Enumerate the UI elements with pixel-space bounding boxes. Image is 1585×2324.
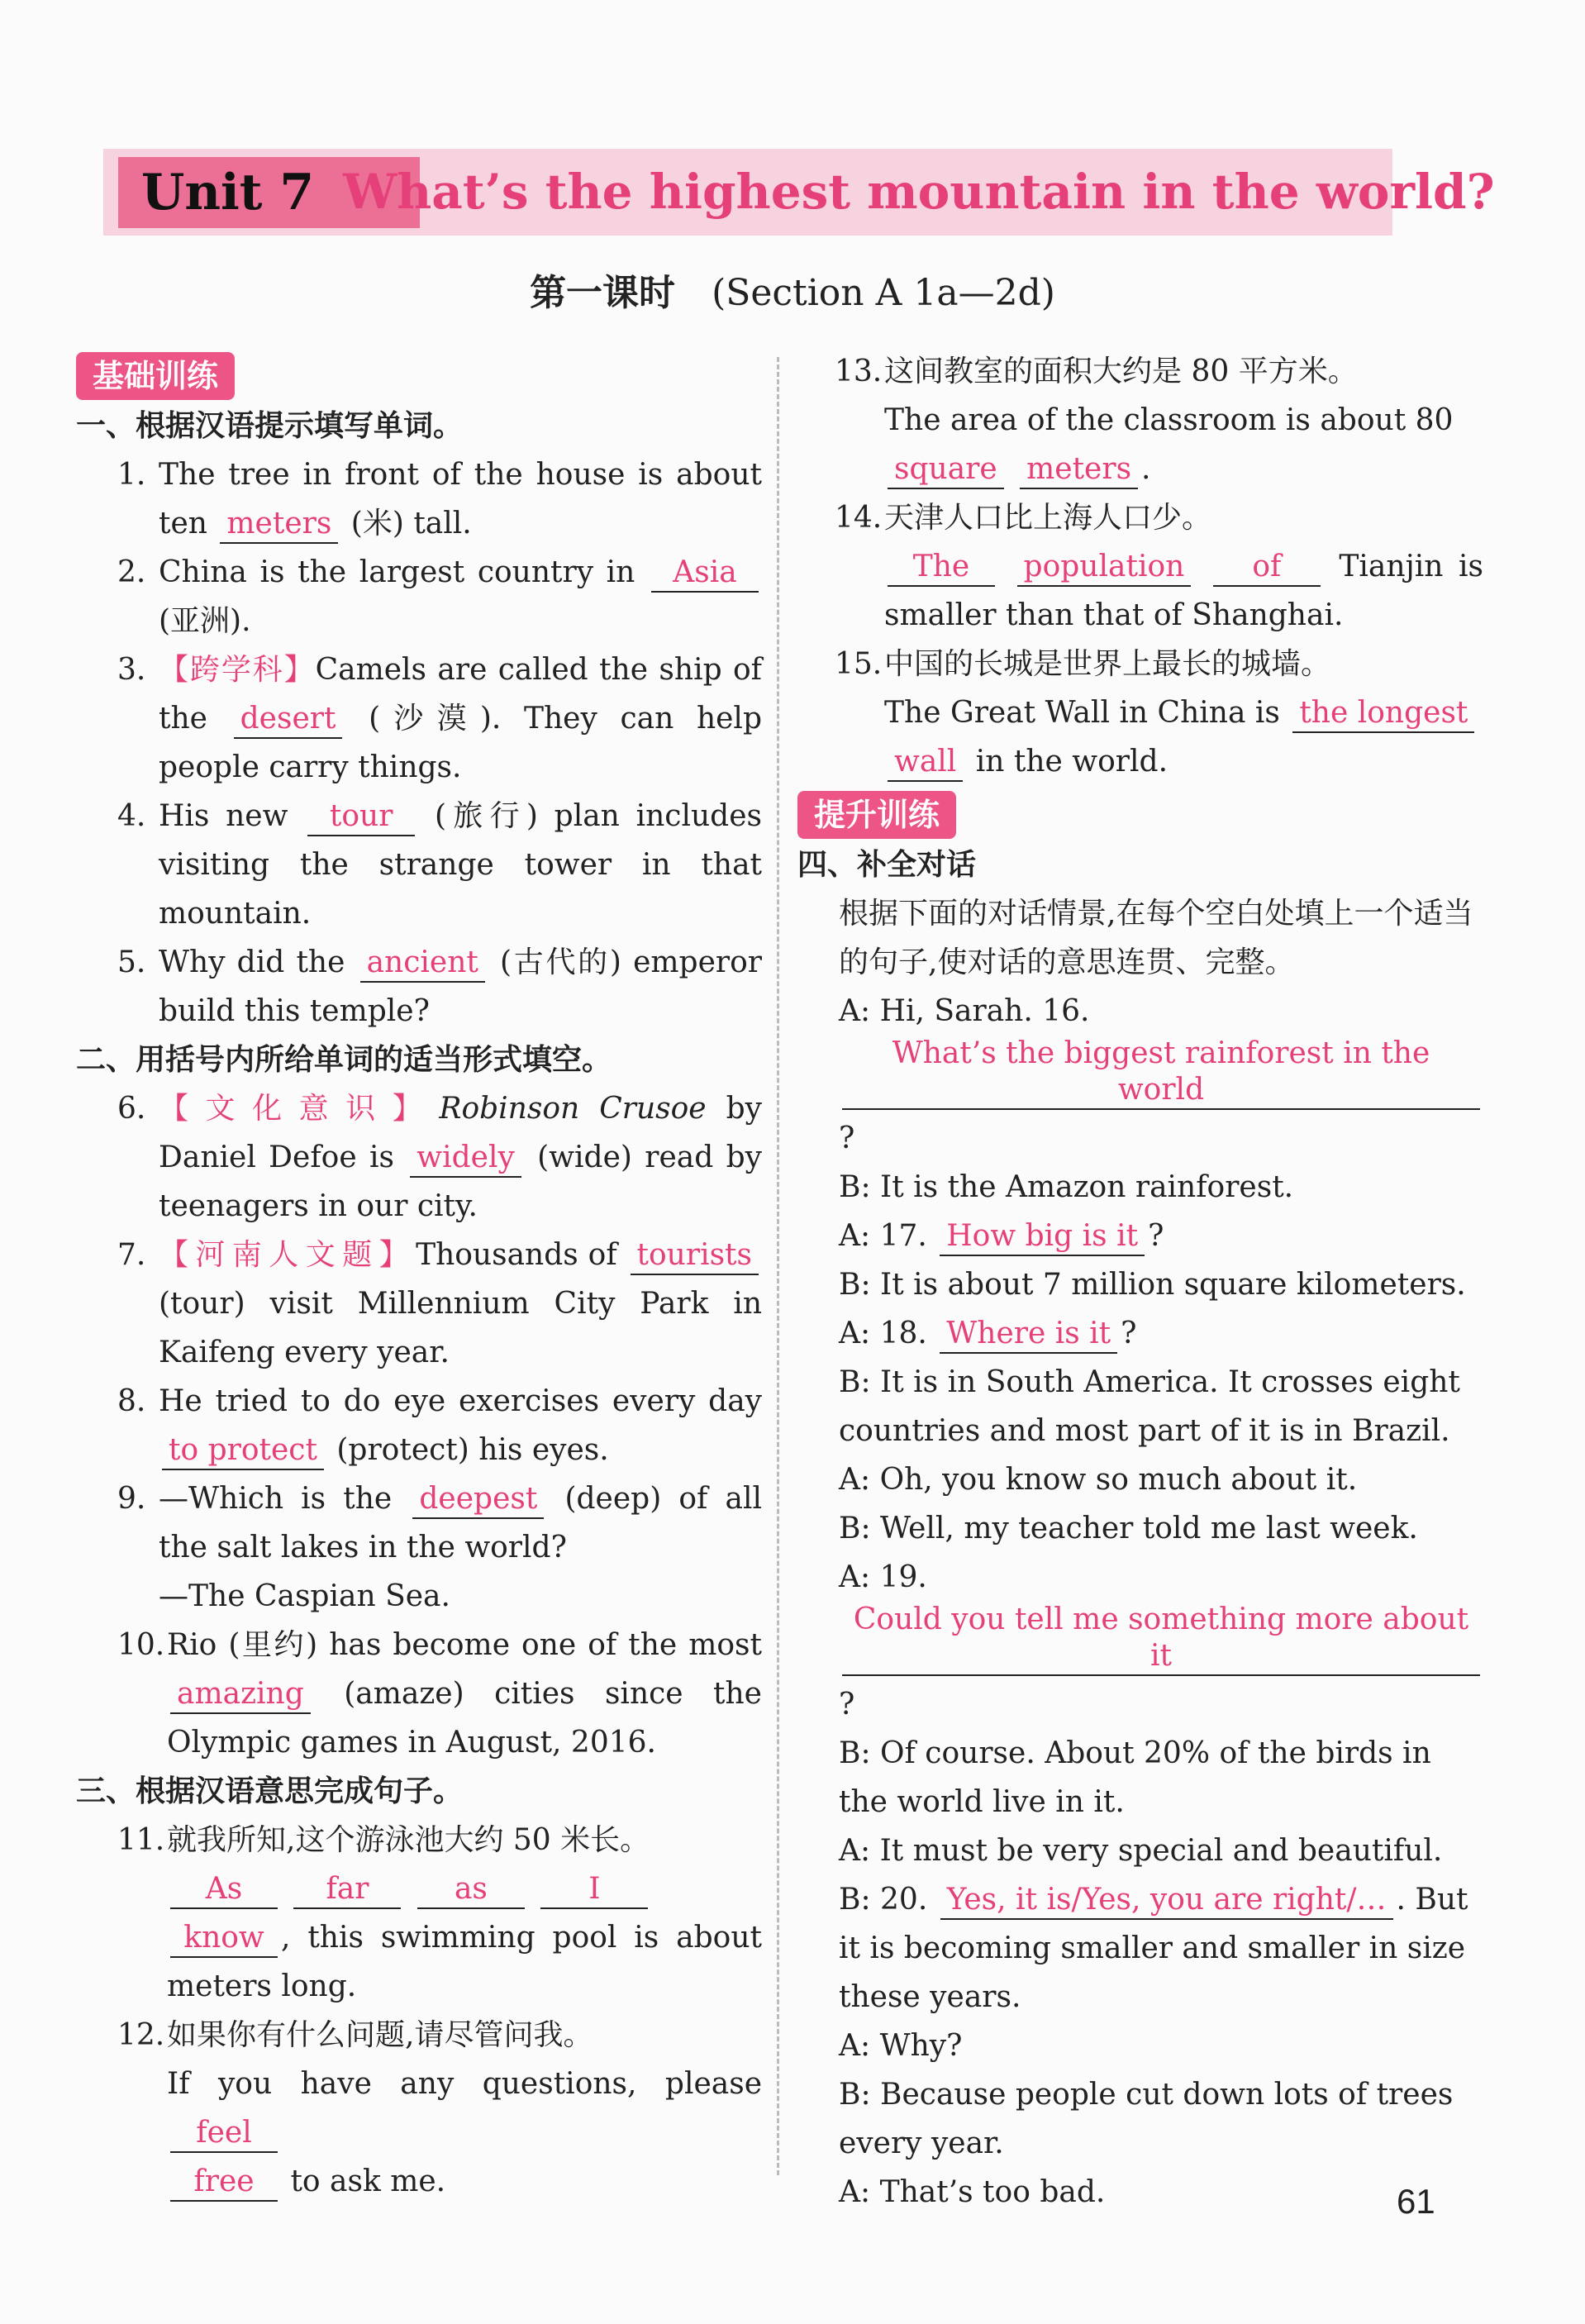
column-divider bbox=[777, 357, 779, 2175]
answer: Yes, it is/Yes, you are right/… bbox=[940, 1882, 1393, 1920]
question-10 bbox=[76, 1621, 762, 1767]
q-number: 15. bbox=[835, 647, 883, 681]
answer: population bbox=[1017, 549, 1192, 587]
q-tag: 【文化意识】 bbox=[159, 1092, 440, 1126]
dialog-19 bbox=[797, 1553, 1483, 1729]
q-text: China is the largest country in bbox=[159, 555, 635, 589]
q-chinese: 中国的长城是世界上最长的城墙。 bbox=[884, 647, 1331, 681]
q-chinese: 这间教室的面积大约是 80 平方米。 bbox=[884, 355, 1358, 388]
answer: the longest bbox=[1292, 695, 1474, 733]
q-number: 9. bbox=[117, 1482, 146, 1516]
q-text: (古代的) emperor build this temple? bbox=[159, 945, 762, 1028]
answer: ancient bbox=[360, 945, 485, 983]
q-text: The Great Wall in China is bbox=[884, 696, 1280, 730]
question-8 bbox=[76, 1377, 762, 1474]
section-label: (Section A 1a—2d) bbox=[712, 272, 1055, 314]
answer: square bbox=[888, 451, 1004, 489]
dialog-17 bbox=[797, 1212, 1483, 1260]
q-number: 14. bbox=[835, 501, 883, 535]
answer: feel bbox=[170, 2115, 278, 2153]
q-number: 2. bbox=[117, 555, 146, 589]
unit-label: Unit 7 bbox=[118, 157, 420, 228]
answer: The bbox=[888, 549, 995, 587]
answer: far bbox=[293, 1871, 401, 1909]
q-number: 10. bbox=[117, 1628, 165, 1662]
dialog-text: . But it is becoming smaller and smaller in size these years. bbox=[839, 1883, 1468, 2014]
q-text: . bbox=[1141, 452, 1151, 486]
answer: Where is it bbox=[940, 1316, 1117, 1354]
q-number: 11. bbox=[117, 1823, 165, 1857]
right-column bbox=[797, 347, 1483, 2217]
q-text: to ask me. bbox=[290, 2164, 446, 2198]
dialog-line: A: Oh, you know so much about it. bbox=[839, 1463, 1358, 1497]
lesson-label: 第一课时 bbox=[530, 272, 676, 314]
advanced-training-badge: 提升训练 bbox=[797, 791, 956, 839]
answer: as bbox=[417, 1871, 525, 1909]
dialog-line: A: Why? bbox=[839, 2029, 963, 2063]
question-3 bbox=[76, 645, 762, 792]
section-2-title: 二、用括号内所给单词的适当形式填空。 bbox=[76, 1043, 612, 1077]
question-14 bbox=[797, 493, 1483, 640]
dialog-line: B: Because people cut down lots of trees every year. bbox=[839, 2078, 1454, 2160]
answer: free bbox=[170, 2164, 278, 2202]
answer: meters bbox=[1020, 451, 1138, 489]
answer: of bbox=[1213, 549, 1321, 587]
question-6 bbox=[76, 1084, 762, 1231]
q-chinese: 天津人口比上海人口少。 bbox=[884, 501, 1212, 535]
answer: I bbox=[540, 1871, 648, 1909]
dialog-text: ? bbox=[839, 1688, 855, 1722]
question-7 bbox=[76, 1231, 762, 1377]
dialog-line: B: Of course. About 20% of the birds in the world live in it. bbox=[839, 1736, 1431, 1819]
dialog-16 bbox=[797, 987, 1483, 1163]
answer: tour bbox=[307, 798, 415, 836]
answer: meters bbox=[220, 506, 338, 544]
q-text: in the world. bbox=[975, 745, 1169, 779]
q-number: 13. bbox=[835, 355, 883, 388]
question-12 bbox=[76, 2011, 762, 2206]
q-number: 3. bbox=[117, 653, 146, 687]
dialog-instructions: 根据下面的对话情景,在每个空白处填上一个适当的句子,使对话的意思连贯、完整。 bbox=[839, 897, 1473, 979]
question-11 bbox=[76, 1816, 762, 2011]
q-text: (amaze) cities since the Olympic games in August, 2016. bbox=[167, 1677, 762, 1760]
q-text: (deep) of all the salt lakes in the world? bbox=[159, 1482, 762, 1564]
dialog-line: A: It must be very special and beautiful. bbox=[839, 1834, 1443, 1868]
answer: desert bbox=[234, 701, 343, 739]
question-1 bbox=[76, 450, 762, 548]
dialog-line: B: It is about 7 million square kilometers. bbox=[839, 1268, 1466, 1302]
q-text: , this swimming pool is about meters long. bbox=[167, 1921, 762, 2003]
dialog-18 bbox=[797, 1309, 1483, 1358]
dialog-line: A: That’s too bad. bbox=[839, 2175, 1106, 2209]
q-tag: 【跨学科】 bbox=[159, 653, 316, 687]
answer: Could you tell me something more about it bbox=[842, 1602, 1480, 1676]
q-text: (tour) visit Millennium City Park in Kaifeng every year. bbox=[159, 1287, 762, 1369]
q-text: (protect) his eyes. bbox=[336, 1433, 609, 1467]
q-text: Why did the bbox=[159, 945, 345, 979]
q-number: 6. bbox=[117, 1092, 146, 1126]
question-5 bbox=[76, 938, 762, 1036]
page-number: 61 bbox=[1397, 2182, 1435, 2221]
answer: to protect bbox=[162, 1432, 324, 1470]
answer: As bbox=[170, 1871, 278, 1909]
section-1-title: 一、根据汉语提示填写单词。 bbox=[76, 409, 464, 443]
q-tag: 【河南人文题】 bbox=[159, 1238, 416, 1272]
dialog-text: A: 18. bbox=[839, 1317, 927, 1350]
answer: amazing bbox=[170, 1676, 311, 1714]
q-reply: —The Caspian Sea. bbox=[159, 1579, 450, 1613]
q-text: by Daniel Defoe is bbox=[159, 1092, 762, 1174]
lesson-title bbox=[0, 263, 1585, 316]
answer: widely bbox=[410, 1140, 521, 1178]
q-text: Rio (里约) has become one of the most bbox=[167, 1628, 762, 1662]
dialog-text: A: Hi, Sarah. 16. bbox=[839, 994, 1090, 1028]
q-number: 4. bbox=[117, 799, 146, 833]
q-text: (wide) read by teenagers in our city. bbox=[159, 1141, 762, 1223]
answer: wall bbox=[888, 744, 963, 782]
section-4-title: 四、补全对话 bbox=[797, 848, 977, 882]
left-column bbox=[76, 347, 762, 2206]
basic-training-badge: 基础训练 bbox=[76, 352, 235, 400]
answer: How big is it bbox=[940, 1218, 1145, 1256]
q-number: 5. bbox=[117, 945, 146, 979]
dialog-text: ? bbox=[839, 1122, 855, 1155]
q-number: 1. bbox=[117, 458, 146, 492]
q-text: (米) tall. bbox=[350, 507, 472, 541]
dialog-text: A: 17. bbox=[839, 1219, 927, 1253]
q-text: (沙漠). They can help people carry things. bbox=[159, 702, 762, 784]
answer: tourists bbox=[631, 1237, 759, 1275]
q-text: The area of the classroom is about 80 bbox=[884, 403, 1454, 437]
question-13 bbox=[797, 347, 1483, 493]
section-3-title: 三、根据汉语意思完成句子。 bbox=[76, 1774, 464, 1808]
q-text: His new bbox=[159, 799, 288, 833]
question-9 bbox=[76, 1474, 762, 1621]
q-text: Thousands of bbox=[416, 1238, 617, 1272]
q-text: He tried to do eye exercises every day bbox=[159, 1384, 762, 1418]
q-text: If you have any questions, please bbox=[167, 2067, 762, 2101]
unit-title: What’s the highest mountain in the world? bbox=[343, 164, 1495, 220]
q-text: Camels are called the ship of the bbox=[159, 653, 762, 736]
q-number: 12. bbox=[117, 2018, 165, 2052]
dialog-text: A: 19. bbox=[839, 1560, 927, 1594]
q-number: 7. bbox=[117, 1238, 146, 1272]
q-text: Tianjin is smaller than that of Shanghai. bbox=[884, 550, 1483, 632]
dialog-line: B: It is the Amazon rainforest. bbox=[839, 1170, 1294, 1204]
dialog-text: B: 20. bbox=[839, 1883, 928, 1917]
q-text: —Which is the bbox=[159, 1482, 393, 1516]
dialog-text: ? bbox=[1121, 1317, 1137, 1350]
q-text: The tree in front of the house is about ten bbox=[159, 458, 762, 541]
dialog-line: B: It is in South America. It crosses eight countries and most part of it is in Brazil. bbox=[839, 1365, 1460, 1448]
q-text: (亚洲). bbox=[159, 604, 251, 638]
answer: deepest bbox=[412, 1481, 544, 1519]
book-title: Robinson Crusoe bbox=[439, 1092, 707, 1126]
question-15 bbox=[797, 640, 1483, 786]
q-chinese: 就我所知,这个游泳池大约 50 米长。 bbox=[167, 1823, 650, 1857]
q-chinese: 如果你有什么问题,请尽管问我。 bbox=[167, 2018, 593, 2052]
dialog-20 bbox=[797, 1875, 1483, 2022]
answer: know bbox=[170, 1920, 278, 1958]
question-4 bbox=[76, 792, 762, 938]
answer: What’s the biggest rainforest in the world bbox=[842, 1036, 1480, 1110]
answer: Asia bbox=[651, 555, 759, 593]
unit-banner bbox=[103, 149, 1495, 236]
question-2 bbox=[76, 548, 762, 645]
dialog-text: ? bbox=[1148, 1219, 1164, 1253]
q-text: (旅行) plan includes visiting the strange tower in that mountain. bbox=[159, 799, 762, 931]
dialog-line: B: Well, my teacher told me last week. bbox=[839, 1512, 1418, 1545]
q-number: 8. bbox=[117, 1384, 146, 1418]
